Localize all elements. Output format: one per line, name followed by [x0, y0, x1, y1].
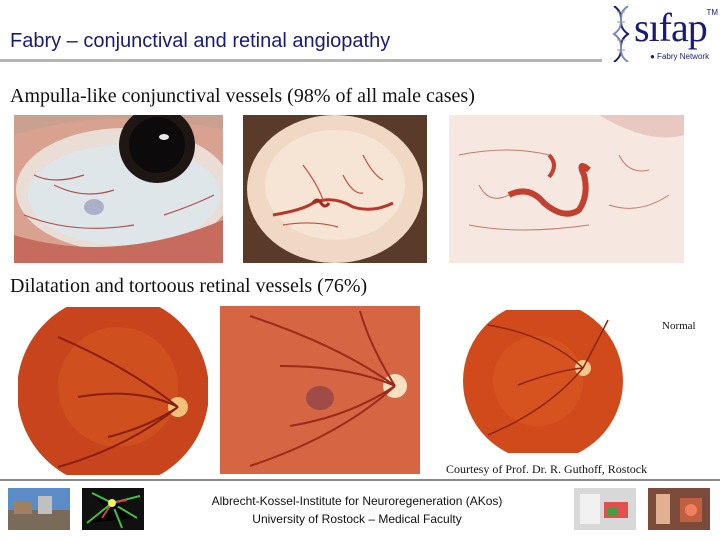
footer-institute: Albrecht-Kossel-Institute for Neuroregeneration (AKos)	[211, 494, 503, 508]
logo-wordmark: sıfap	[634, 5, 707, 50]
retinal-heading: Dilatation and tortoous retinal vessels (76%)	[10, 275, 368, 297]
footer-thumbnail-network	[82, 488, 144, 530]
logo-subtitle: ● Fabry Network	[650, 52, 710, 61]
fundus-photo-normal	[448, 310, 638, 453]
fundus-photo-left	[18, 307, 208, 475]
footer-thumbnail-lab	[574, 488, 636, 530]
logo-trademark: TM	[706, 8, 718, 17]
footer-thumbnail-microscope	[648, 488, 710, 530]
conjunctival-vessels-photo	[243, 115, 427, 263]
title-divider	[0, 59, 602, 62]
slide-title: Fabry – conjunctival and retinal angiopathy	[10, 30, 391, 52]
footer-thumbnail-building	[8, 488, 70, 530]
sifap-logo	[606, 2, 718, 66]
image-credit: Courtesy of Prof. Dr. R. Guthoff, Rostock	[446, 462, 648, 476]
footer-university: University of Rostock – Medical Faculty	[252, 512, 462, 526]
eye-photo	[14, 115, 223, 263]
normal-label: Normal	[662, 320, 696, 332]
conjunctival-vessels-closeup-photo	[449, 115, 684, 263]
dna-helix-icon	[610, 6, 632, 62]
fundus-photo-middle	[220, 306, 420, 474]
conjunctival-heading: Ampulla-like conjunctival vessels (98% of all male cases)	[10, 85, 475, 107]
footer-divider	[0, 479, 720, 481]
